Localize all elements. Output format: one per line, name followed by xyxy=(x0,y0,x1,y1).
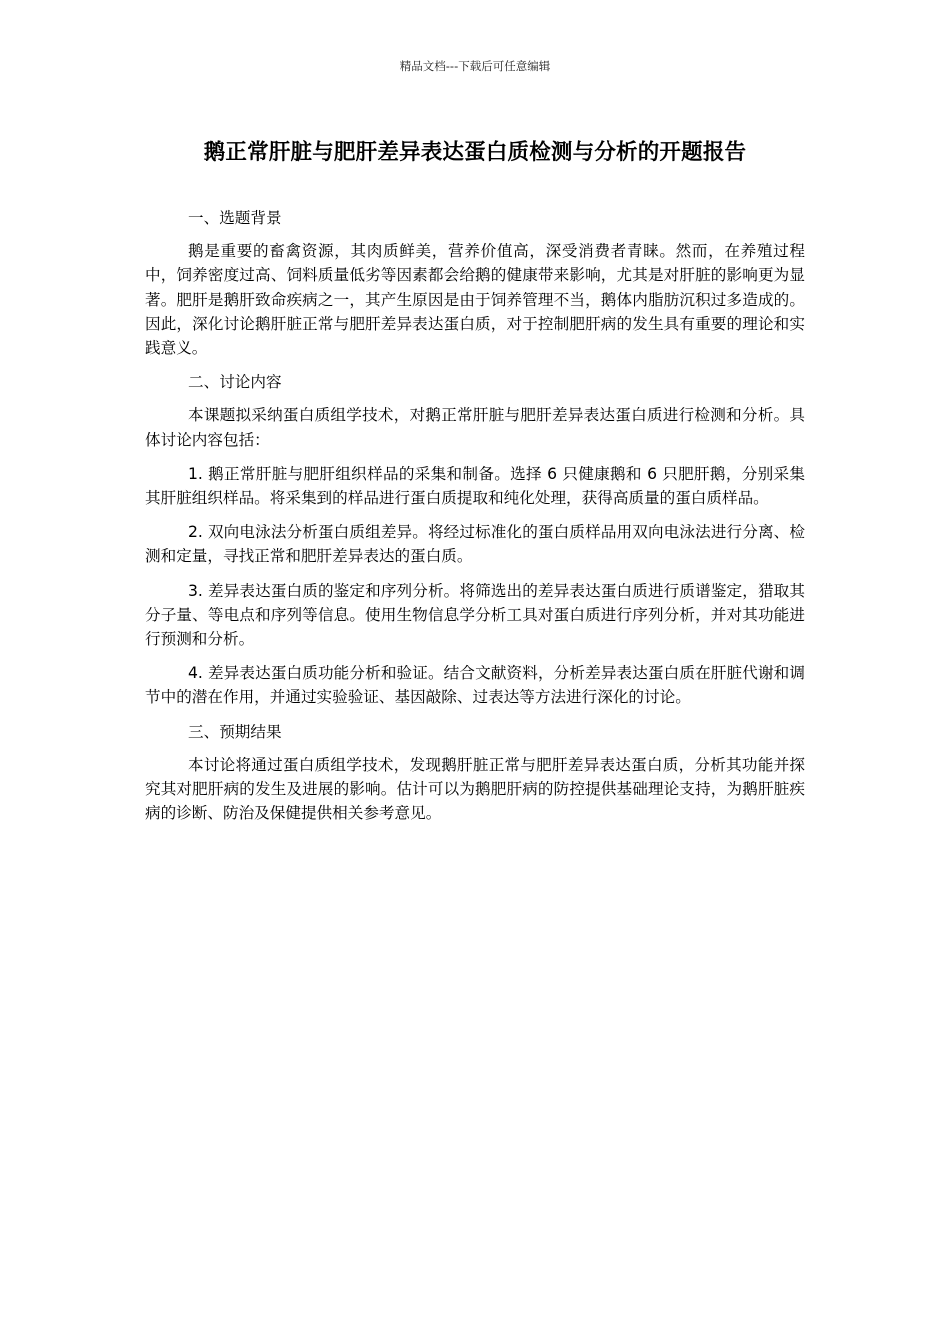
header-note: 精品文档---下载后可任意编辑 xyxy=(399,59,551,73)
section-heading-background: 一、选题背景 xyxy=(188,209,282,227)
document-body xyxy=(145,206,805,835)
paragraph-background: 鹅是重要的畜禽资源，其肉质鲜美，营养价值高，深受消费者青睐。然而，在养殖过程中，饲养密度过高、饲料质量低劣等因素都会给鹅的健康带来影响，尤其是对肝脏的影响更为显著。肥肝是鹅肝致命疾病之一，其产生原因是由于饲养管理不当，鹅体内脂肪沉积过多造成的。因此，深化讨论鹅肝脏正常与肥肝差异表达蛋白质，对于控制肥肝病的发生具有重要的理论和实践意义。 xyxy=(145,242,805,358)
paragraph-content-item-2: 2. 双向电泳法分析蛋白质组差异。将经过标准化的蛋白质样品用双向电泳法进行分离、检测和定量，寻找正常和肥肝差异表达的蛋白质。 xyxy=(145,523,805,566)
section-heading-content: 二、讨论内容 xyxy=(188,373,282,392)
paragraph-expected-results: 本讨论将通过蛋白质组学技术，发现鹅肝脏正常与肥肝差异表达蛋白质，分析其功能并探究其对肥肝病的发生及进展的影响。估计可以为鹅肥肝病的防控提供基础理论支持，为鹅肝脏疾病的诊断、防治及保健提供相关参考意见。 xyxy=(145,755,805,823)
section-heading-expected-results: 三、预期结果 xyxy=(188,722,282,741)
paragraph-content-item-3: 3. 差异表达蛋白质的鉴定和序列分析。将筛选出的差异表达蛋白质进行质谱鉴定，猎取其分子量、等电点和序列等信息。使用生物信息学分析工具对蛋白质进行序列分析，并对其功能进行预测和分析。 xyxy=(145,581,805,649)
paragraph-content-item-4: 4. 差异表达蛋白质功能分析和验证。结合文献资料，分析差异表达蛋白质在肝脏代谢和调节中的潜在作用，并通过实验验证、基因敲除、过表达等方法进行深化的讨论。 xyxy=(145,664,805,707)
paragraph-content-item-1: 1. 鹅正常肝脏与肥肝组织样品的采集和制备。选择 6 只健康鹅和 6 只肥肝鹅，分别采集其肝脏组织样品。将采集到的样品进行蛋白质提取和纯化处理，获得高质量的蛋白质样品。 xyxy=(145,464,805,508)
document-title: 鹅正常肝脏与肥肝差异表达蛋白质检测与分析的开题报告 xyxy=(203,140,747,165)
paragraph-content-intro: 本课题拟采纳蛋白质组学技术，对鹅正常肝脏与肥肝差异表达蛋白质进行检测和分析。具体讨论内容包括： xyxy=(145,406,805,449)
